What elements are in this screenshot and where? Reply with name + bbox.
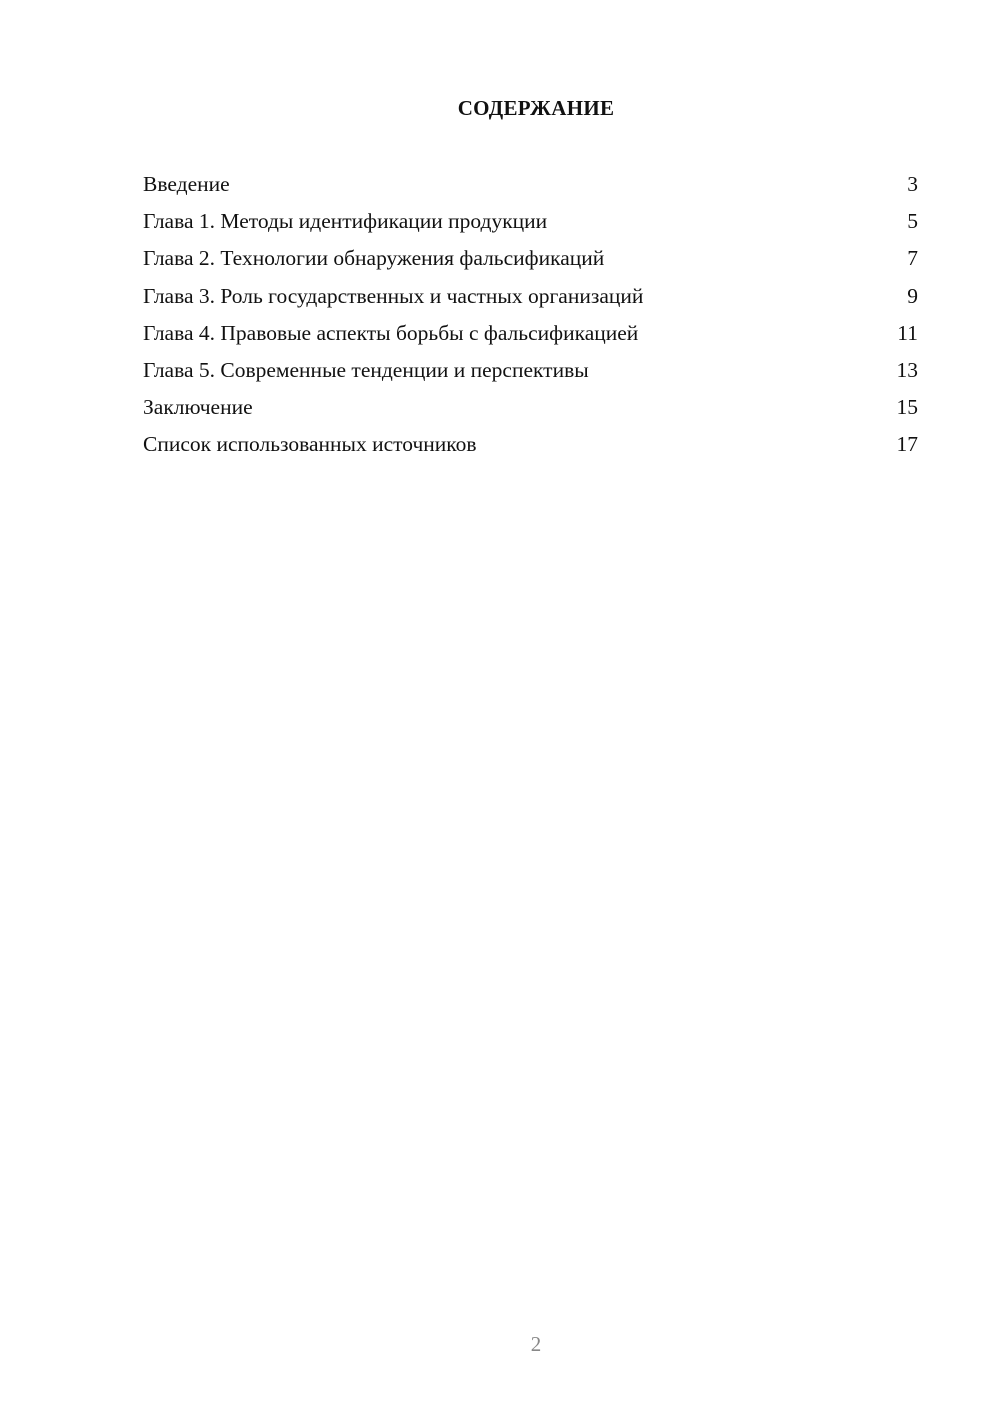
table-of-contents [143,168,918,466]
toc-entry [143,205,918,242]
toc-entry-label: Список использованных источников [143,432,477,457]
toc-entry-page: 13 [896,357,918,382]
toc-entry [143,354,918,391]
toc-entry-page: 3 [907,172,918,196]
toc-entry-label: Заключение [143,395,253,420]
toc-entry [143,280,918,317]
toc-entry [143,391,918,428]
toc-entry-page: 5 [907,209,918,234]
toc-entry [143,428,918,465]
page-title: СОДЕРЖАНИЕ [457,96,615,120]
toc-entry-page: 17 [896,432,918,457]
toc-entry-label: Глава 2. Технологии обнаружения фальсификаций [143,246,605,271]
toc-entry-label: Введение [143,172,230,196]
toc-entry-page: 11 [897,320,918,345]
toc-entry [143,317,918,354]
toc-entry-label: Глава 3. Роль государственных и частных организаций [143,283,644,308]
toc-entry-page: 9 [907,283,918,308]
toc-entry-page: 15 [896,395,918,420]
toc-entry-label: Глава 5. Современные тенденции и перспективы [143,357,589,382]
toc-entry [143,242,918,279]
toc-entry-label: Глава 4. Правовые аспекты борьбы с фальсификацией [143,320,639,345]
toc-entry-label: Глава 1. Методы идентификации продукции [143,209,548,234]
page-number: 2 [530,1332,542,1356]
toc-entry-page: 7 [907,246,918,271]
toc-entry [143,168,918,205]
